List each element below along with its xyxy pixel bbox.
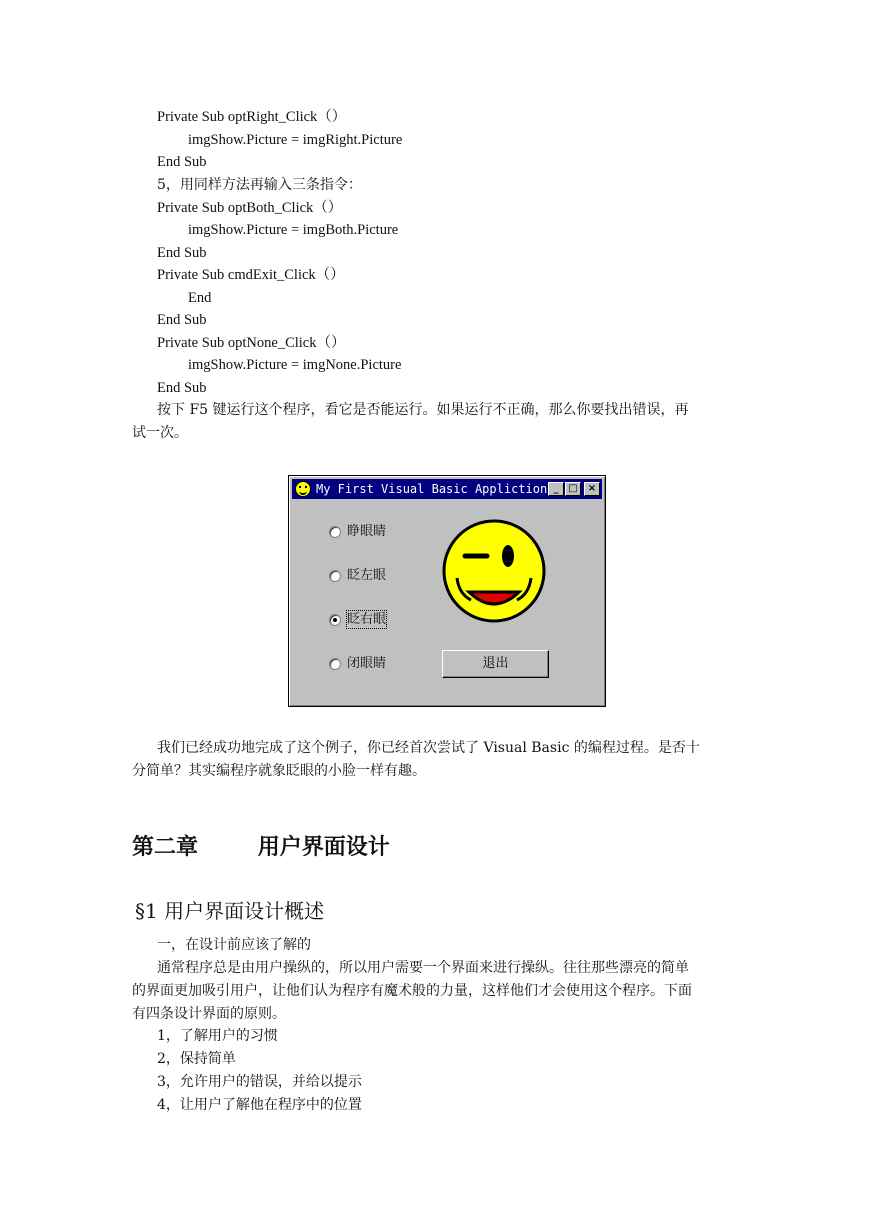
paragraph-line: 的界面更加吸引用户，让他们认为程序有魔术般的力量，这样他们才会使用这个程序。下面 bbox=[132, 983, 692, 999]
radio-wink-right[interactable] bbox=[329, 614, 341, 626]
chapter-heading bbox=[132, 834, 390, 862]
winking-smiley-image bbox=[439, 516, 549, 626]
subheading: 一，在设计前应该了解的 bbox=[157, 937, 311, 953]
code-line: Private Sub cmdExit_Click（） bbox=[157, 267, 345, 283]
paragraph-line: 分简单？其实编程序就象眨眼的小脸一样有趣。 bbox=[132, 763, 426, 779]
list-item: 1，了解用户的习惯 bbox=[157, 1028, 278, 1044]
section-heading: §1 用户界面设计概述 bbox=[135, 899, 325, 923]
code-line: Private Sub optRight_Click（） bbox=[157, 109, 347, 125]
smiley-app-icon bbox=[295, 481, 311, 497]
maximize-button[interactable]: □ bbox=[565, 482, 581, 496]
code-line: imgShow.Picture = imgRight.Picture bbox=[188, 132, 403, 148]
code-line: End Sub bbox=[157, 312, 207, 328]
chapter-number: 第二章 bbox=[132, 835, 199, 860]
radio-wink-left[interactable] bbox=[329, 570, 341, 582]
paragraph-line: 通常程序总是由用户操纵的，所以用户需要一个界面来进行操纵。往往那些漂亮的简单 bbox=[157, 960, 689, 976]
window-title: My First Visual Basic Appliction bbox=[316, 482, 548, 496]
radio-close-eyes[interactable] bbox=[329, 658, 341, 670]
option-label: 闭眼睛 bbox=[347, 656, 387, 671]
paragraph-line: 按下 F5 键运行这个程序，看它是否能运行。如果运行不正确，那么你要找出错误，再 bbox=[157, 402, 689, 418]
list-item: 4，让用户了解他在程序中的位置 bbox=[157, 1097, 362, 1113]
option-label: 眨右眼 bbox=[347, 612, 387, 627]
list-item: 3，允许用户的错误，并给以提示 bbox=[157, 1074, 362, 1090]
close-button[interactable]: × bbox=[584, 482, 600, 496]
vb-window bbox=[288, 475, 606, 707]
option-label: 睁眼睛 bbox=[347, 524, 387, 539]
list-item: 2，保持简单 bbox=[157, 1051, 236, 1067]
minimize-button[interactable]: _ bbox=[548, 482, 564, 496]
paragraph-line: 我们已经成功地完成了这个例子，你已经首次尝试了 Visual Basic 的编程过程。是否十 bbox=[157, 740, 700, 756]
chapter-title: 用户界面设计 bbox=[257, 835, 390, 860]
code-line: imgShow.Picture = imgNone.Picture bbox=[188, 357, 402, 373]
code-line: End bbox=[188, 290, 212, 306]
exit-button[interactable]: 退出 bbox=[442, 650, 549, 678]
code-line: imgShow.Picture = imgBoth.Picture bbox=[188, 222, 399, 238]
radio-open-eyes[interactable] bbox=[329, 526, 341, 538]
code-line: End Sub bbox=[157, 380, 207, 396]
paragraph-line: 试一次。 bbox=[132, 425, 188, 441]
code-line: Private Sub optNone_Click（） bbox=[157, 335, 346, 351]
code-line: End Sub bbox=[157, 154, 207, 170]
code-line: End Sub bbox=[157, 245, 207, 261]
step-text: 5，用同样方法再输入三条指令： bbox=[157, 177, 362, 193]
code-line: Private Sub optBoth_Click（） bbox=[157, 200, 343, 216]
paragraph-line: 有四条设计界面的原则。 bbox=[132, 1006, 286, 1022]
option-label: 眨左眼 bbox=[347, 568, 387, 583]
window-titlebar bbox=[292, 479, 602, 499]
